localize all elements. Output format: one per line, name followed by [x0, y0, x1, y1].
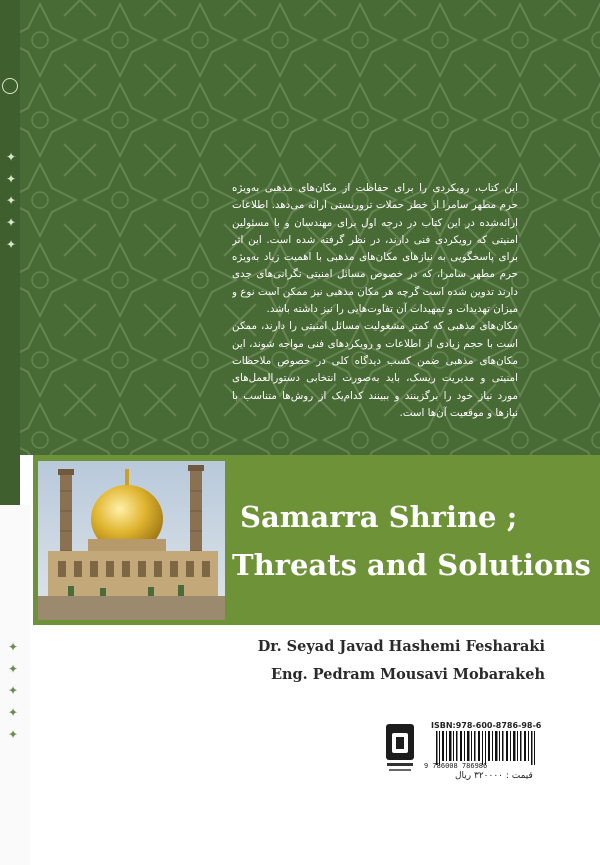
spine-logo	[2, 78, 18, 94]
shrine-photo	[38, 461, 225, 620]
author-2: Eng. Pedram Mousavi Mobarakeh	[270, 666, 545, 683]
blurb-paragraph: مکان‌های مذهبی که کمتر مشغولیت مسائل امنیتی را دارند، ممکن است با حجم زیادی از اطلاعات و رویکردهای فنی مواجه شوند، این مکان‌های مذهبی ضمن کسب دیدگاه کلی در خصوص ملاحظات امنیتی و مدیریت ریسک، باید به‌صورت انتخابی دستورالعمل‌های مورد نیاز خود را برگزینند و ببینند کدام‌یک از روش‌ها متناسب با نیازها و موقعیت آن‌ها است.	[232, 320, 518, 419]
publisher-logo	[385, 723, 415, 775]
author-1: Dr. Seyad Javad Hashemi Fesharaki	[257, 638, 545, 655]
spine-title: ✦ ✦ ✦ ✦ ✦	[4, 150, 18, 254]
isbn-label: ISBN:978-600-8786-98-6	[431, 721, 542, 730]
spine-lower-mark: ✦ ✦ ✦ ✦ ✦	[6, 640, 20, 744]
price-label: قیمت : ۳۲۰۰۰۰ ریال	[455, 771, 533, 781]
blurb-paragraph: این کتاب، رویکردی را برای حفاظت از مکان‌های مذهبی به‌ویژه حرم مطهر سامرا از خطر حملات تروریستی ارائه می‌دهد. اطلاعات ارائه‌شده در این کتاب در درجه اول برای مهندسان و با مسئولین امنیتی که رویکردی فنی دارند، در نظر گرفته شده است. این اثر برای پاسخگویی به نیازهای مکان‌های مذهبی با اهمیت زیاد به‌ویژه حرم مطهر سامرا، که در خصوص مسائل امنیتی نگرانی‌های جدی دارند تدوین شده است گرچه هر مکان مذهبی نیز ممکن است نوع و میزان تهدیدات و تمهیدات آن تفاوت‌هایی را نیز داشته باشد.	[232, 182, 518, 316]
back-cover-blurb	[232, 180, 518, 465]
book-title-line1: Samarra Shrine ;	[240, 500, 518, 534]
barcode-digits: 9 786008 786986	[424, 762, 488, 770]
book-title-line2: Threats and Solutions	[232, 548, 591, 582]
barcode	[434, 731, 538, 765]
